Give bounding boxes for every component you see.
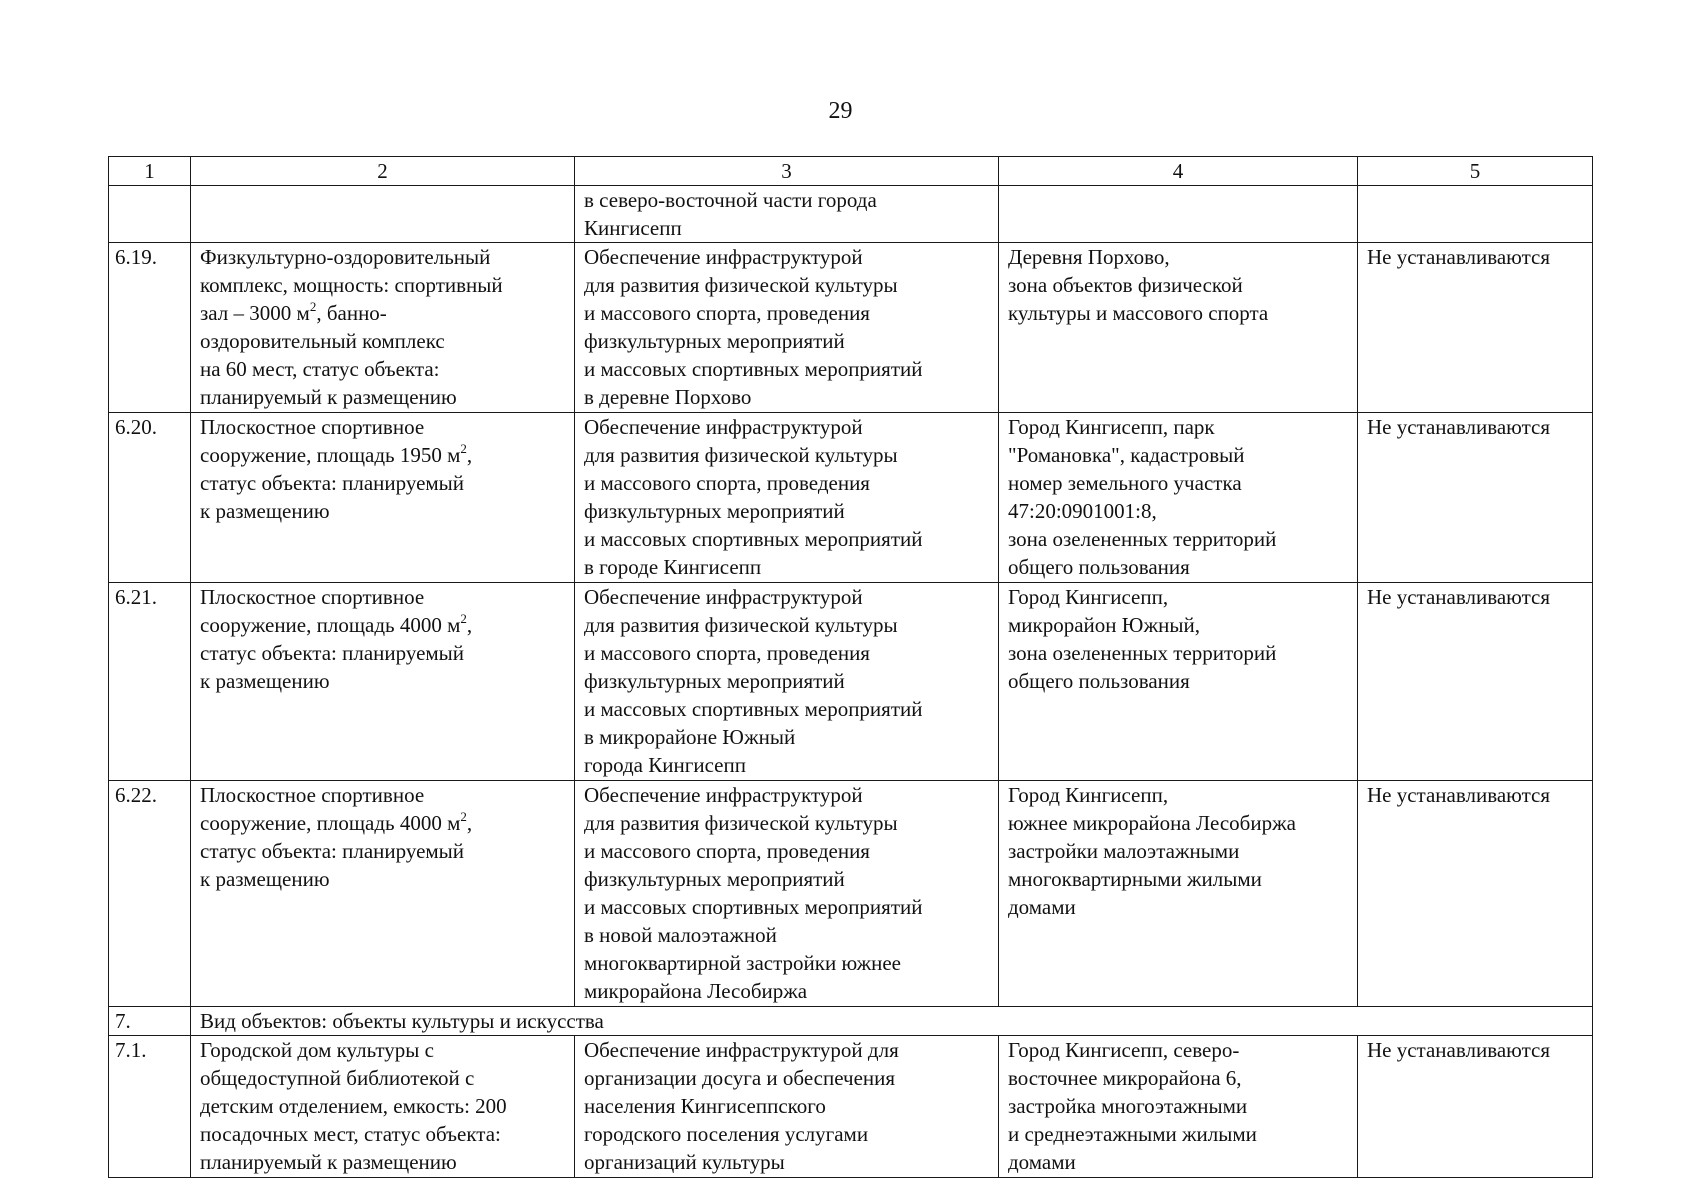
- header-cell-3: 3: [575, 157, 999, 186]
- table-row-6-20: [109, 413, 1593, 583]
- cell-purpose: Обеспечение инфраструктурой для организации досуга и обеспечения населения Кингисеппского городского поселения услугами организаций культуры: [575, 1036, 999, 1178]
- superscript: 2: [460, 809, 467, 824]
- cell-location: [999, 186, 1358, 243]
- object-text-part: , статус объекта: планируемый к размещению: [200, 443, 473, 523]
- cell-number: 7.1.: [109, 1036, 191, 1178]
- superscript: 2: [460, 441, 467, 456]
- cell-object: [191, 413, 575, 583]
- header-cell-4: 4: [999, 157, 1358, 186]
- cell-object: [191, 243, 575, 413]
- section-title: Вид объектов: объекты культуры и искусства: [191, 1007, 1593, 1036]
- cell-zone: Не устанавливаются: [1358, 583, 1593, 781]
- page-number: 29: [828, 98, 853, 124]
- cell-number: 6.21.: [109, 583, 191, 781]
- table-row-6-22: [109, 781, 1593, 1007]
- cell-location: Город Кингисепп, южнее микрорайона Лесобиржа застройки малоэтажными многоквартирными жилыми домами: [999, 781, 1358, 1007]
- header-cell-1: 1: [109, 157, 191, 186]
- object-text-part: , статус объекта: планируемый к размещению: [200, 811, 473, 891]
- cell-purpose: Обеспечение инфраструктурой для развития физической культуры и массового спорта, проведения физкультурных мероприятий и массовых спортивных мероприятий в городе Кингисепп: [575, 413, 999, 583]
- cell-purpose: в северо-восточной части города Кингисепп: [575, 186, 999, 243]
- section-number: 7.: [109, 1007, 191, 1036]
- cell-object: [191, 583, 575, 781]
- object-text-part: Плоскостное спортивное сооружение, площадь 1950 м: [200, 415, 461, 467]
- cell-location: Деревня Порхово, зона объектов физической культуры и массового спорта: [999, 243, 1358, 413]
- object-text-part: Физкультурно-оздоровительный комплекс, мощность: спортивный зал – 3000 м: [200, 245, 503, 325]
- cell-number: [109, 186, 191, 243]
- cell-zone: Не устанавливаются: [1358, 243, 1593, 413]
- object-text-part: , статус объекта: планируемый к размещению: [200, 613, 473, 693]
- cell-purpose: Обеспечение инфраструктурой для развития физической культуры и массового спорта, проведения физкультурных мероприятий и массовых спортивных мероприятий в деревне Порхово: [575, 243, 999, 413]
- cell-number: 6.19.: [109, 243, 191, 413]
- superscript: 2: [460, 611, 467, 626]
- cell-number: 6.20.: [109, 413, 191, 583]
- table-row-7-1: [109, 1036, 1593, 1178]
- table-row-continuation: [109, 186, 1593, 243]
- cell-object: Городской дом культуры с общедоступной библиотекой с детским отделением, емкость: 200 посадочных мест, статус объекта: планируемый к размещению: [191, 1036, 575, 1178]
- object-text-part: Плоскостное спортивное сооружение, площадь 4000 м: [200, 585, 461, 637]
- cell-location: Город Кингисепп, парк "Романовка", кадастровый номер земельного участка 47:20:0901001:8, зона озелененных территорий общего пользования: [999, 413, 1358, 583]
- cell-number: 6.22.: [109, 781, 191, 1007]
- header-cell-5: 5: [1358, 157, 1593, 186]
- superscript: 2: [309, 299, 317, 314]
- cell-zone: Не устанавливаются: [1358, 1036, 1593, 1178]
- cell-zone: Не устанавливаются: [1358, 781, 1593, 1007]
- table-row-6-19: [109, 243, 1593, 413]
- cell-purpose: Обеспечение инфраструктурой для развития физической культуры и массового спорта, проведения физкультурных мероприятий и массовых спортивных мероприятий в новой малоэтажной многоквартирной застройки южнее микрорайона Лесобиржа: [575, 781, 999, 1007]
- object-text-part: , банно- оздоровительный комплекс на 60 мест, статус объекта: планируемый к размещению: [200, 301, 457, 409]
- header-cell-2: 2: [191, 157, 575, 186]
- cell-zone: Не устанавливаются: [1358, 413, 1593, 583]
- cell-location: Город Кингисепп, северо- восточнее микрорайона 6, застройка многоэтажными и среднеэтажными жилыми домами: [999, 1036, 1358, 1178]
- cell-object: [191, 781, 575, 1007]
- cell-location: Город Кингисепп, микрорайон Южный, зона озелененных территорий общего пользования: [999, 583, 1358, 781]
- object-text-part: Плоскостное спортивное сооружение, площадь 4000 м: [200, 783, 461, 835]
- table-section-row: [109, 1007, 1593, 1036]
- cell-purpose: Обеспечение инфраструктурой для развития физической культуры и массового спорта, проведения физкультурных мероприятий и массовых спортивных мероприятий в микрорайоне Южный города Кингисепп: [575, 583, 999, 781]
- objects-table: [108, 156, 1593, 1178]
- cell-object: [191, 186, 575, 243]
- table-row-6-21: [109, 583, 1593, 781]
- table-header-row: [109, 157, 1593, 186]
- cell-zone: [1358, 186, 1593, 243]
